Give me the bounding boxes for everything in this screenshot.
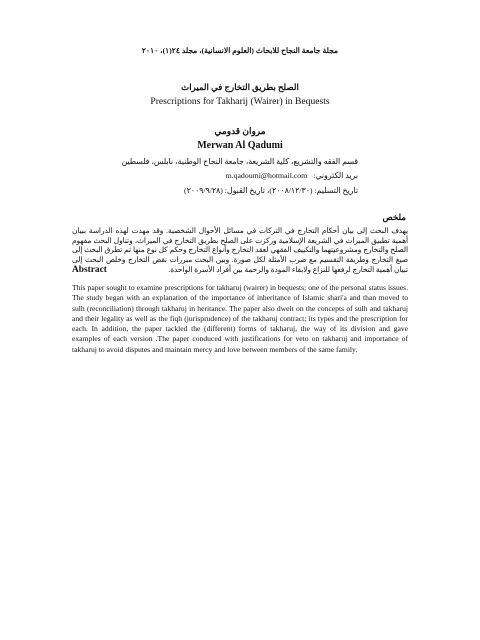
title-english: Prescriptions for Takharij (Wairer) in Bequests — [150, 96, 330, 107]
email-address: m.qadoumi@hotmail.com — [225, 171, 308, 180]
submission-dates: تاريخ التسليم: (٢٠٠٨/١٢/٣٠)، تاريخ القبول: (٢٠٠٩/٩/٢٨) — [183, 186, 358, 195]
arabic-abstract-text: يهدف البحث إلى بيان أحكام التخارج في التركات في مسائل الأحوال الشخصية. وقد مهدت لهذه الدراسة ببيان أهمية تطبيق الميراث في الشريعة الإسلامية وركزت على الصلح بطريق التخارج في الميراث، وتناول البحث مفهوم الصلح والتخارج ومشروعيتهما والتكييف الفقهي لعقد التخارج وأنواع التخارج وحكم كل نوع منها ثم تطرق البحث إلى صيغ التخارج وطريقة التقسيم مع ضرب الأمثلة لكل صورة. وبين البحث مبررات نقض التخارج وخلص البحث إلى تبيان أهمية التخارج لرفعها للنزاع ولابقاء المودة والرحمة بين أفراد الأسرة الواحدة. — [72, 226, 408, 274]
author-english: Merwan Al Qadumi — [197, 140, 283, 151]
english-abstract-text: This paper sought to examine prescriptions for takharuj (wairer) in bequests; one of the personal status issues. The study began with an explanation of the importance of inheritance of Islamic shari'a and than moved to sulh (reconciliation) through takharuj in heritance. The paper also dwelt on the concepts of sulh and takharuj and their legality as well as the fiqh (jurisprudence) of the takharuj contract; its types and the prescription for each. In addition, the paper tackled the (different) forms of takharuj, the way of its division and gave examples of each version .The paper conduced with justifications for veto on takharuj and importance of takharuj to avoid disputes and maintain mercy and love between members of the same family. — [72, 283, 408, 354]
email-line — [58, 171, 358, 180]
affiliation: قسم الفقه والتشريع، كلية الشريعة، جامعة النجاح الوطنية، نابلس، فلسطين — [121, 157, 358, 166]
email-label: بريد الكتروني: — [313, 171, 358, 180]
journal-header: مجلة جامعة النجاح للابحاث (العلوم الانسانية)، مجلد ٢٤(١)، ٢٠١٠ — [141, 46, 339, 55]
title-arabic: الصلح بطريق التخارج في الميراث — [181, 82, 299, 92]
english-abstract-heading: Abstract — [72, 265, 107, 275]
author-arabic: مروان قدومي — [214, 126, 266, 136]
arabic-abstract-heading: ملخص — [382, 212, 406, 222]
